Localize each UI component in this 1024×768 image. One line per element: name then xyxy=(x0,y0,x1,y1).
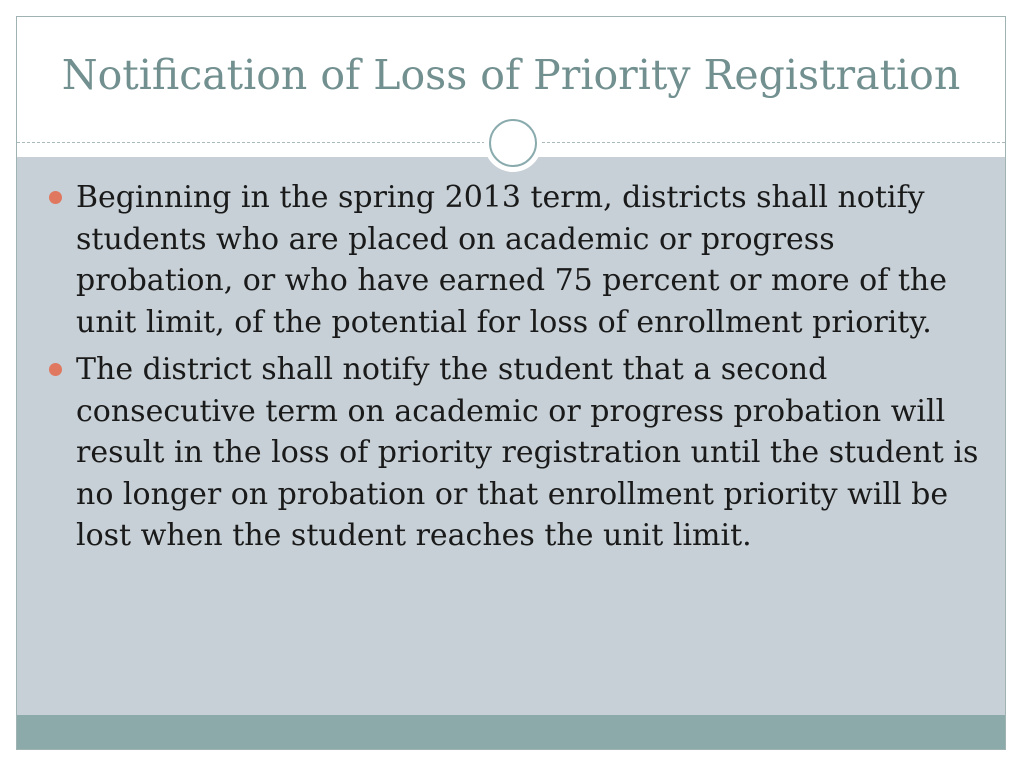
bullet-dot-icon xyxy=(49,191,62,204)
bullet-text: Beginning in the spring 2013 term, districts shall notify students who are placed on academic or progress probation, or who have earned 75 percent or more of the unit limit, of the potential for loss of enrollment priority. xyxy=(76,180,947,340)
circle-ornament-icon xyxy=(484,114,542,172)
footer-bar xyxy=(17,715,1005,749)
slide xyxy=(16,16,1006,750)
bullet-dot-icon xyxy=(49,363,62,376)
bullet-list xyxy=(49,177,979,563)
bullet-item xyxy=(49,177,979,343)
bullet-text: The district shall notify the student that a second consecutive term on academic or progress probation will result in the loss of priority registration until the student is no longer on probation or that enrollment priority will be lost when the student reaches the unit limit. xyxy=(76,352,979,553)
slide-title: Notification of Loss of Priority Registration xyxy=(61,51,961,99)
bullet-item xyxy=(49,349,979,557)
ornament-ring xyxy=(489,119,537,167)
